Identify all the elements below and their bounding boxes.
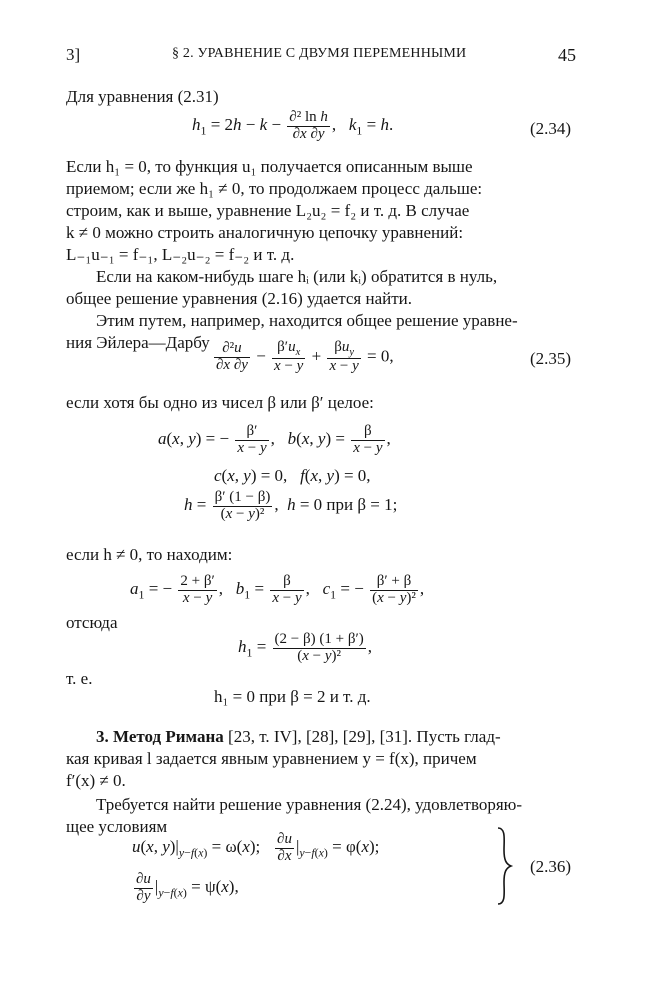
intro-line: Для уравнения (2.31) [66, 87, 219, 106]
right-brace [494, 826, 514, 910]
equation-2-35: $\frac{\text{∂²u}}{\partial x \partial y}$ − $\frac{\beta'u_x}{x - y}$ + $\frac{\beta u_y}{x - y}$ = 0, [216, 339, 394, 375]
section-3-line-2: кая кривая l задается явным уравнением y = f(x), причем [66, 749, 477, 768]
chapter-mark: 3] [66, 45, 81, 64]
paragraph-5: если хотя бы одно из чисел β или β′ целое: [66, 393, 374, 412]
section-3-references: [23, т. IV], [28], [29], [31]. Пусть глад- [223, 727, 501, 746]
paragraph-2-line-4: k ≠ 0 можно строить аналогичную цепочку уравнений: [66, 223, 464, 242]
paragraph-2-line-2: приемом; если же h₁ ≠ 0, то продолжаем процесс дальше: [66, 179, 483, 198]
paragraph-4-line-2: ния Эйлера—Дарбу [66, 333, 210, 352]
right-brace-icon [494, 826, 514, 906]
paragraph-8: т. е. [66, 669, 93, 688]
section-3-title: 3. Метод Римана [96, 727, 224, 746]
paragraph-6: если h ≠ 0, то находим: [66, 545, 233, 564]
equation-2-34: $h_1 = 2h - k$ − $\frac{\text{∂² ln h}}{\partial x \partial y}$ , $k_1 = h$. [192, 109, 394, 142]
equation-coefficients-a-b: a(x, y) = − $\frac{\beta'}{x - y}$ , b(x, y) = $\frac{\beta}{x - y}$ , [158, 423, 391, 456]
equation-h: h = $\frac{\beta' (1 - \beta)}{\text{(x − y)²}}$ , h = 0 при β = 1; [184, 489, 398, 522]
equation-2-36-line-1: u(x, $y)|_{y-f(x)} = \omega(x)$; $\frac{\partial u}{\partial x}$ $|_{y-f(x)} = \varphi(x)$; [132, 831, 380, 864]
equation-h1-zero: h₁ = 0 при β = 2 и т. д. [214, 687, 371, 706]
paragraph-4-line-1: Этим путем, например, находится общее решение уравне- [96, 311, 518, 330]
equation-2-36-line-2: $\frac{\partial u}{\partial y}$ $|_{y-f(x)} = \psi(x)$, [136, 871, 239, 904]
paragraph-7: отсюда [66, 613, 118, 632]
paragraph-2-line-3: строим, как и выше, уравнение L₂u₂ = f₂ и т. д. В случае [66, 201, 470, 220]
paragraph-9-line-1: Требуется найти решение уравнения (2.24), удовлетворяю- [96, 795, 523, 814]
paragraph-3-line-2: общее решение уравнения (2.16) удается найти. [66, 289, 412, 308]
section-3-line-1 [96, 726, 501, 748]
equation-coefficients-c-f: c(x, y) = 0, f(x, y) = 0, [214, 466, 371, 485]
paragraph-2-line-5: L₋₁u₋₁ = f₋₁, L₋₂u₋₂ = f₋₂ и т. д. [66, 245, 295, 264]
equation-tag-2-34: (2.34) [530, 119, 572, 138]
paragraph-9-line-2: щее условиям [66, 817, 168, 836]
equation-h1: $h_1$ = $\frac{(2 - \beta) (1 + \beta')}{\text{(x − y)²}}$ , [238, 631, 372, 664]
equation-tag-2-36: (2.36) [530, 857, 572, 876]
equation-tag-2-35: (2.35) [530, 349, 572, 368]
section-3-line-3: f′(x) ≠ 0. [66, 771, 126, 790]
running-title: § 2. УРАВНЕНИЕ С ДВУМЯ ПЕРЕМЕННЫМИ [172, 46, 467, 61]
equation-a1-b1-c1: $a_1$ = − $\frac{2 + \beta'}{x - y}$ , $b_1$ = $\frac{\beta}{x - y}$ , $c_1$ = − $\frac{\beta' + \beta}{\text{(x − y)²}}$ , [130, 573, 425, 606]
paragraph-3-line-1: Если на каком-нибудь шаге hᵢ (или kᵢ) обратится в нуль, [96, 267, 498, 286]
page-number: 45 [558, 45, 576, 65]
paragraph-2-line-1: Если h₁ = 0, то функция u₁ получается описанным выше [66, 157, 473, 176]
